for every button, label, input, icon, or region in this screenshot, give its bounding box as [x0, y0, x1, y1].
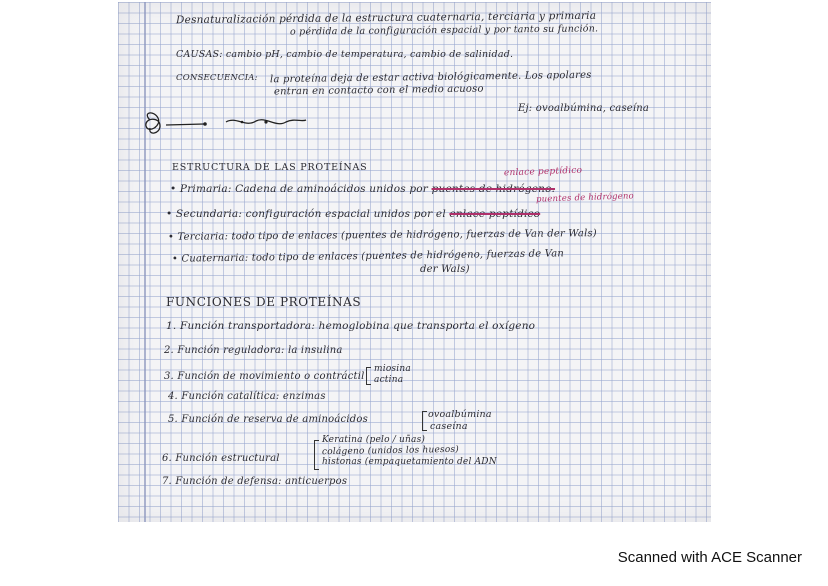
pink-note-puentes: puentes de hidrógeno: [535, 191, 635, 205]
protein-unfolding-sketch: [136, 108, 436, 148]
notebook-page: [118, 2, 711, 522]
bracket-contractil: [366, 367, 371, 385]
funcion-7: 7. Función de defensa: anticuerpos: [162, 476, 348, 487]
funcion-6-keratina: Keratina (pelo / uñas): [322, 435, 426, 445]
cuaternaria-line-2: der Wals): [420, 264, 470, 275]
estructura-heading: ESTRUCTURA DE LAS PROTEÍNAS: [172, 162, 368, 173]
bracket-estructural: [314, 440, 319, 470]
bracket-reserva: [422, 411, 427, 431]
funcion-4: 4. Función catalítica: enzimas: [168, 391, 326, 402]
primaria-label: • Primaria: Cadena de aminoácidos unidos por: [170, 183, 429, 195]
funcion-3-actina: actina: [374, 375, 404, 385]
funcion-6-histonas: histonas (empaquetamiento del ADN: [322, 457, 497, 467]
primaria-struck: puentes de hidrógeno.: [431, 183, 556, 195]
intro-line-2: o pérdida de la configuración espacial y por tanto su función.: [289, 23, 599, 38]
pink-note-enlace: enlace peptídico: [503, 165, 583, 179]
secundaria-text: [166, 209, 540, 221]
intro-line-1: Desnaturalización pérdida de la estructura cuaternaria, terciaria y primaria: [175, 9, 597, 27]
funcion-5: 5. Función de reserva de aminoácidos: [168, 414, 368, 425]
funcion-5-caseina: caseína: [430, 421, 468, 432]
funcion-5-ovoalbumina: ovoalbúmina: [428, 409, 492, 420]
scanner-watermark: Scanned with ACE Scanner: [617, 549, 802, 566]
consecuencia-line-1: la proteína deja de estar activa biológicamente. Los apolares: [269, 69, 592, 86]
funcion-1: 1. Función transportadora: hemoglobina que transporta el oxígeno: [166, 320, 536, 332]
funcion-2: 2. Función reguladora: la insulina: [164, 345, 343, 356]
funcion-3-miosina: miosina: [374, 364, 411, 374]
margin-line: [144, 2, 146, 522]
consecuencia-label: CONSECUENCIA:: [176, 73, 258, 83]
funciones-heading: FUNCIONES DE PROTEÍNAS: [166, 295, 362, 309]
funcion-3: 3. Función de movimiento o contráctil: [164, 371, 365, 382]
ejemplo-text: Ej: ovoalbúmina, caseína: [518, 103, 650, 114]
cuaternaria-line-1: • Cuaternaria: todo tipo de enlaces (puentes de hidrógeno, fuerzas de Van: [171, 248, 565, 265]
secundaria-struck: enlace peptídico: [449, 208, 541, 220]
secundaria-label: • Secundaria: configuración espacial unidos por el: [166, 208, 446, 220]
funcion-6-colageno: colágeno (unidos los huesos): [321, 444, 460, 458]
funcion-6: 6. Función estructural: [162, 453, 280, 464]
causas-text: CAUSAS: cambio pH, cambio de temperatura, cambio de salinidad.: [176, 49, 514, 60]
primaria-text: [170, 184, 555, 196]
terciaria-text: • Terciaria: todo tipo de enlaces (puentes de hidrógeno, fuerzas de Van der Wals): [167, 228, 597, 243]
consecuencia-line-2: entran en contacto con el medio acuoso: [273, 83, 484, 98]
